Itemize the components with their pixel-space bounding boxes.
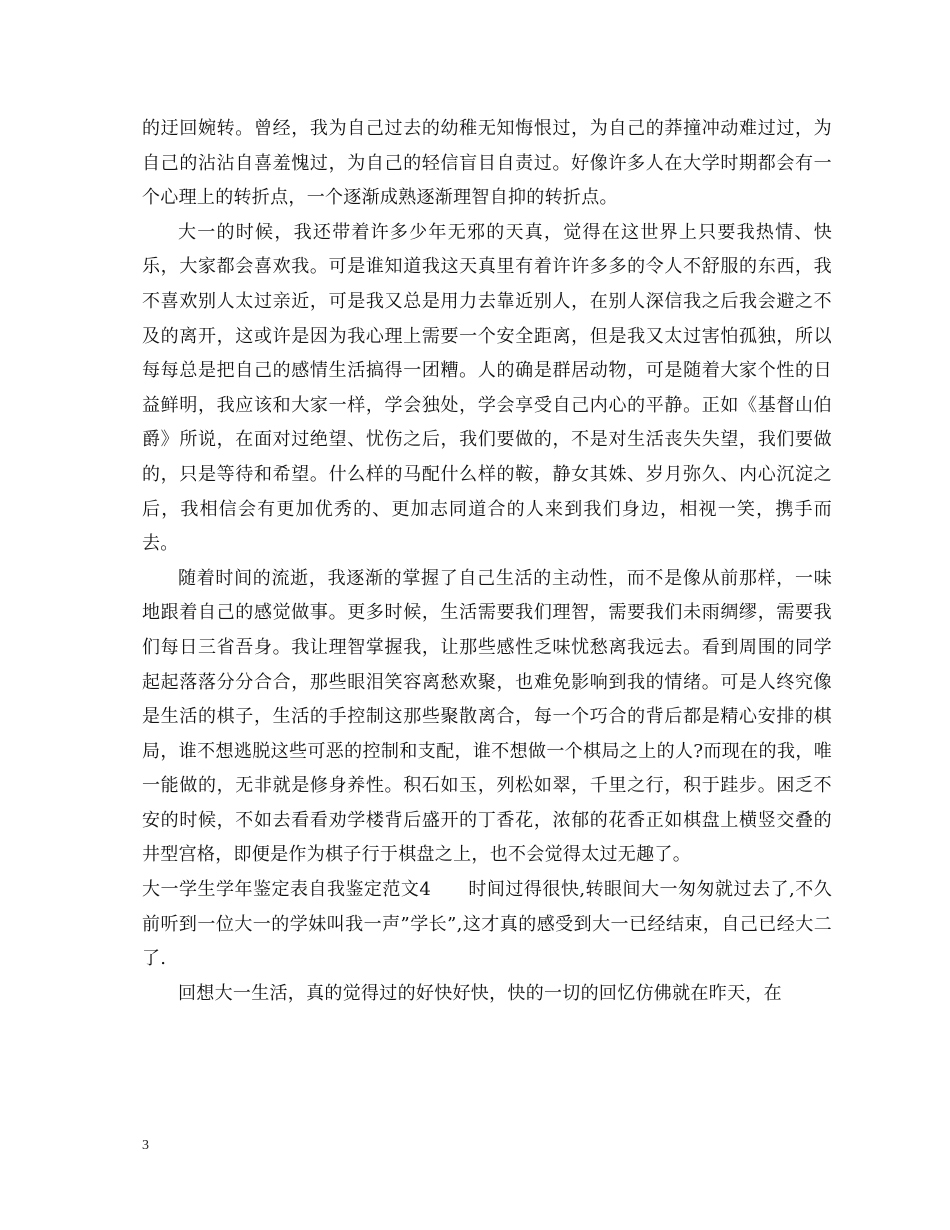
page-number: 3 [142,1138,149,1153]
document-body [142,112,832,1011]
paragraph-recall-freshman-life: 回想大一生活，真的觉得过的好快好快，快的一切的回忆仿佛就在昨天，在 [178,982,782,1004]
paragraph-rational-growth: 随着时间的流逝，我逐渐的掌握了自己生活的主动性，而不是像从前那样，一味地跟着自己的感觉做事。更多时候，生活需要我们理智，需要我们未雨绸缪，需要我们每日三省吾身。我让理智掌握我，让那些感性乏味忧愁离我远去。看到周围的同学起起落落分分合合，那些眼泪笑容离愁欢聚，也难免影响到我的情绪。可是人终究像是生活的棋子，生活的手控制这那些聚散离合，每一个巧合的背后都是精心安排的棋局，谁不想逃脱这些可恶的控制和支配，谁不想做一个棋局之上的人?而现在的我，唯一能做的，无非就是修身养性。积石如玉，列松如翠，千里之行，积于跬步。困乏不安的时候，不如去看看劝学楼背后盛开的丁香花，浓郁的花香正如棋盘上横竖交叠的井型宫格，即便是作为棋子行于棋盘之上，也不会觉得太过无趣了。 [142,567,832,866]
paragraph-continuation: 的迂回婉转。曾经，我为自己过去的幼稚无知悔恨过，为自己的莽撞冲动难过过，为自己的沾沾自喜羞愧过，为自己的轻信盲目自责过。好像许多人在大学时期都会有一个心理上的转折点，一个逐渐成熟逐渐理智自抑的转折点。 [142,118,832,209]
paragraph-sample-essay-4: 大一学生学年鉴定表自我鉴定范文4 时间过得很快,转眼间大一匆匆就过去了,不久前听到一位大一的学妹叫我一声”学长”,这才真的感受到大一已经结束，自己已经大二了. [142,879,832,970]
paragraph-freshman-naivety: 大一的时候，我还带着许多少年无邪的天真，觉得在这世界上只要我热情、快乐，大家都会喜欢我。可是谁知道我这天真里有着许许多多的令人不舒服的东西，我不喜欢别人太过亲近，可是我又总是用力去靠近别人，在别人深信我之后我会避之不及的离开，这或许是因为我心理上需要一个安全距离，但是我又太过害怕孤独，所以每每总是把自己的感情生活搞得一团糟。人的确是群居动物，可是随着大家个性的日益鲜明，我应该和大家一样，学会独处，学会享受自己内心的平静。正如《基督山伯爵》所说，在面对过绝望、忧伤之后，我们要做的，不是对生活丧失失望，我们要做的，只是等待和希望。什么样的马配什么样的鞍，静女其姝、岁月弥久、内心沉淀之后，我相信会有更加优秀的、更加志同道合的人来到我们身边，相视一笑，携手而去。 [142,221,832,555]
